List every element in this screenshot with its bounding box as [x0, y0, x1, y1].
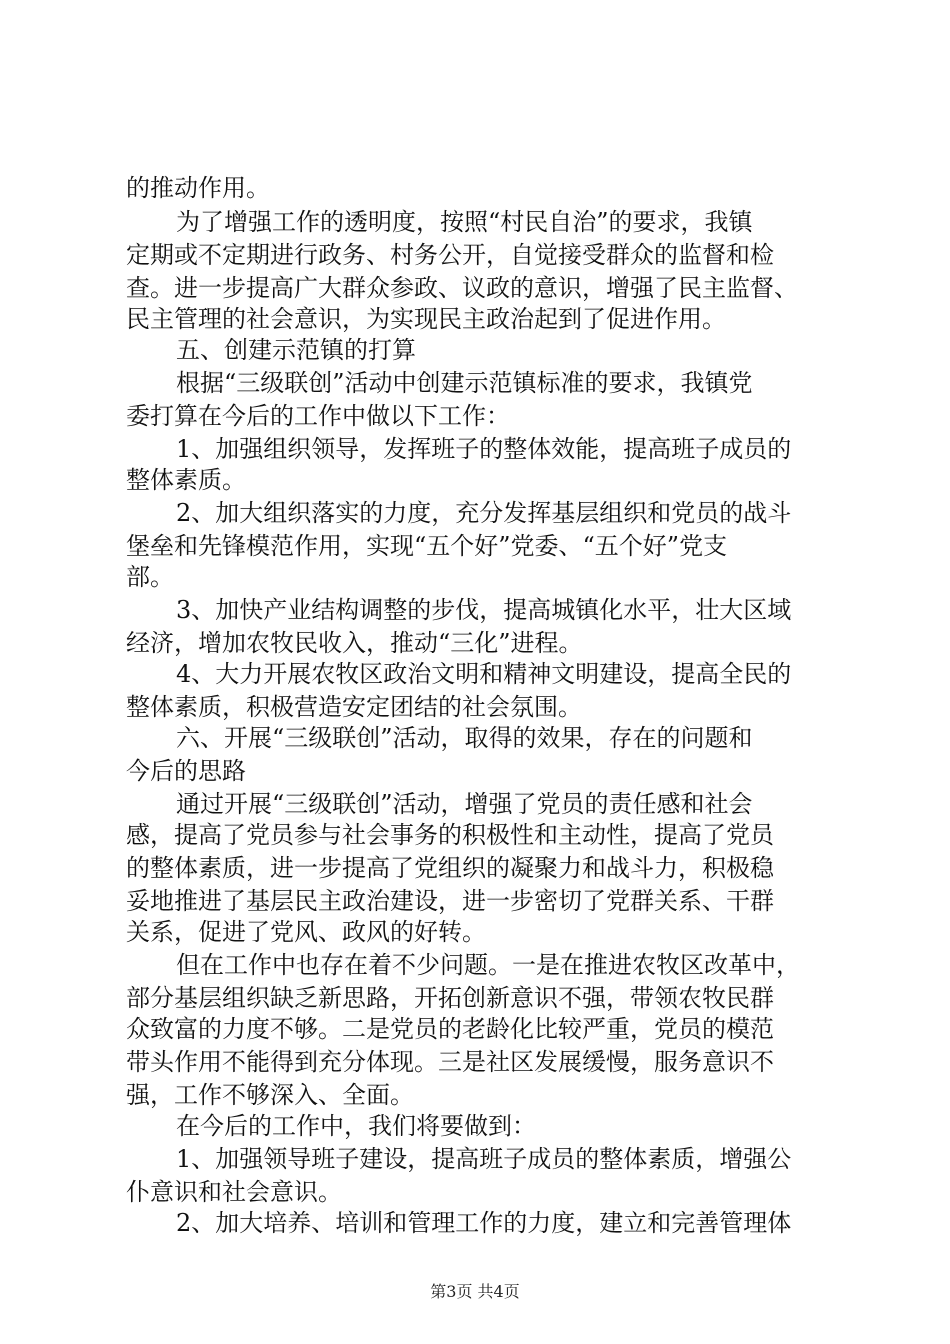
text-line-12: 堡垒和先锋模范作用，实现“五个好”党委、“五个好”党支	[126, 532, 728, 560]
text-line-7: 根据“三级联创”活动中创建示范镇标准的要求，我镇党	[176, 369, 753, 397]
text-line-26: 部分基层组织缺乏新思路，开拓创新意识不强，带领农牧民群	[126, 984, 774, 1012]
text-line-25: 但在工作中也存在着不少问题。一是在推进农牧区改革中，	[176, 951, 800, 979]
text-line-23: 妥地推进了基层民主政治建设，进一步密切了党群关系、干群	[126, 887, 774, 915]
text-line-28: 带头作用不能得到充分体现。三是社区发展缓慢，服务意识不	[126, 1048, 774, 1076]
text-line-32: 仆意识和社会意识。	[126, 1178, 342, 1206]
text-line-10: 整体素质。	[126, 466, 246, 494]
text-line-3: 定期或不定期进行政务、村务公开，自觉接受群众的监督和检	[126, 241, 774, 269]
section-heading-5: 五、创建示范镇的打算	[176, 336, 416, 364]
list-item-3: 3、加快产业结构调整的步伐，提高城镇化水平，壮大区域	[176, 596, 792, 624]
list-item-6: 2、加大培养、培训和管理工作的力度，建立和完善管理体	[176, 1209, 792, 1237]
list-item-4: 4、大力开展农牧区政治文明和精神文明建设，提高全民的	[176, 660, 792, 688]
page-number-footer: 第3页 共4页	[430, 1282, 520, 1301]
text-line-2: 为了增强工作的透明度，按照“村民自治”的要求，我镇	[176, 208, 753, 236]
text-line-20: 通过开展“三级联创”活动，增强了党员的责任感和社会	[176, 790, 753, 818]
text-line-8: 委打算在今后的工作中做以下工作：	[126, 402, 510, 430]
text-line-21: 感，提高了党员参与社会事务的积极性和主动性，提高了党员	[126, 821, 774, 849]
list-item-2: 2、加大组织落实的力度，充分发挥基层组织和党员的战斗	[176, 499, 792, 527]
text-line-30: 在今后的工作中，我们将要做到：	[176, 1112, 536, 1140]
text-line-1: 的推动作用。	[126, 174, 270, 202]
text-line-17: 整体素质，积极营造安定团结的社会氛围。	[126, 693, 582, 721]
text-line-4: 查。进一步提高广大群众参政、议政的意识，增强了民主监督、	[126, 274, 798, 302]
text-line-19: 今后的思路	[126, 757, 246, 785]
text-line-27: 众致富的力度不够。二是党员的老龄化比较严重，党员的模范	[126, 1015, 774, 1043]
text-line-5: 民主管理的社会意识，为实现民主政治起到了促进作用。	[126, 305, 726, 333]
section-heading-6: 六、开展“三级联创”活动，取得的效果，存在的问题和	[176, 724, 753, 752]
list-item-1: 1、加强组织领导，发挥班子的整体效能，提高班子成员的	[176, 435, 792, 463]
text-line-29: 强，工作不够深入、全面。	[126, 1081, 414, 1109]
text-line-15: 经济，增加农牧民收入，推动“三化”进程。	[126, 629, 583, 657]
list-item-5: 1、加强领导班子建设，提高班子成员的整体素质，增强公	[176, 1145, 792, 1173]
text-line-13: 部。	[126, 563, 174, 591]
text-line-22: 的整体素质，进一步提高了党组织的凝聚力和战斗力，积极稳	[126, 854, 774, 882]
text-line-24: 关系，促进了党风、政风的好转。	[126, 918, 486, 946]
